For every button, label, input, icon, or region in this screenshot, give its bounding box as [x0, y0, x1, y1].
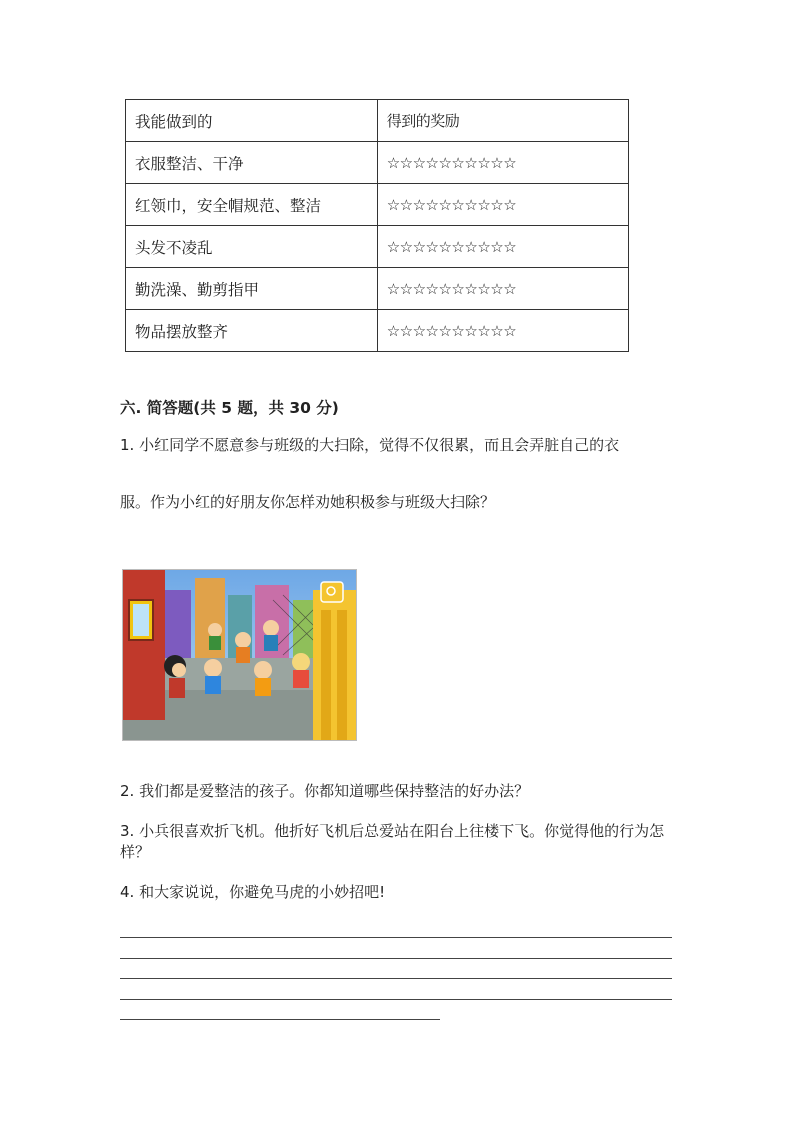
table-row [126, 268, 629, 310]
answer-line [120, 958, 672, 959]
table-row [126, 226, 629, 268]
table-row [126, 142, 629, 184]
row-stars: ☆☆☆☆☆☆☆☆☆☆ [377, 226, 628, 268]
header-reward: 得到的奖励 [377, 100, 628, 142]
question-2: 2. 我们都是爱整洁的孩子。你都知道哪些保持整洁的好办法？ [120, 782, 530, 800]
row-item: 物品摆放整齐 [126, 310, 378, 352]
question-4: 4. 和大家说说，你避免马虎的小妙招吧! [120, 883, 386, 901]
question-3: 3. 小兵很喜欢折飞机。他折好飞机后总爱站在阳台上往楼下飞。你觉得他的行为怎样？ [120, 822, 665, 861]
table-row [126, 184, 629, 226]
table-header-row [126, 100, 629, 142]
reward-table [125, 99, 629, 352]
row-item: 衣服整洁、干净 [126, 142, 378, 184]
row-stars: ☆☆☆☆☆☆☆☆☆☆ [377, 142, 628, 184]
section-title: 六. 简答题(共 5 题，共 30 分) [120, 399, 339, 417]
answer-line [120, 978, 672, 979]
row-stars: ☆☆☆☆☆☆☆☆☆☆ [377, 310, 628, 352]
row-item: 头发不凌乱 [126, 226, 378, 268]
row-stars: ☆☆☆☆☆☆☆☆☆☆ [377, 184, 628, 226]
answer-line [120, 999, 672, 1000]
cartoon-illustration [122, 569, 357, 741]
question-1-line-1: 1. 小红同学不愿意参与班级的大扫除，觉得不仅很累，而且会弄脏自己的衣 [120, 436, 620, 454]
cartoon-illustration-graphic [123, 570, 356, 740]
table-row [126, 310, 629, 352]
row-item: 红领巾，安全帽规范、整洁 [126, 184, 378, 226]
header-can-do: 我能做到的 [126, 100, 378, 142]
row-stars: ☆☆☆☆☆☆☆☆☆☆ [377, 268, 628, 310]
row-item: 勤洗澡、勤剪指甲 [126, 268, 378, 310]
answer-line [120, 1019, 440, 1020]
answer-line [120, 937, 672, 938]
question-1-line-2: 服。作为小红的好朋友你怎样劝她积极参与班级大扫除？ [120, 493, 496, 511]
